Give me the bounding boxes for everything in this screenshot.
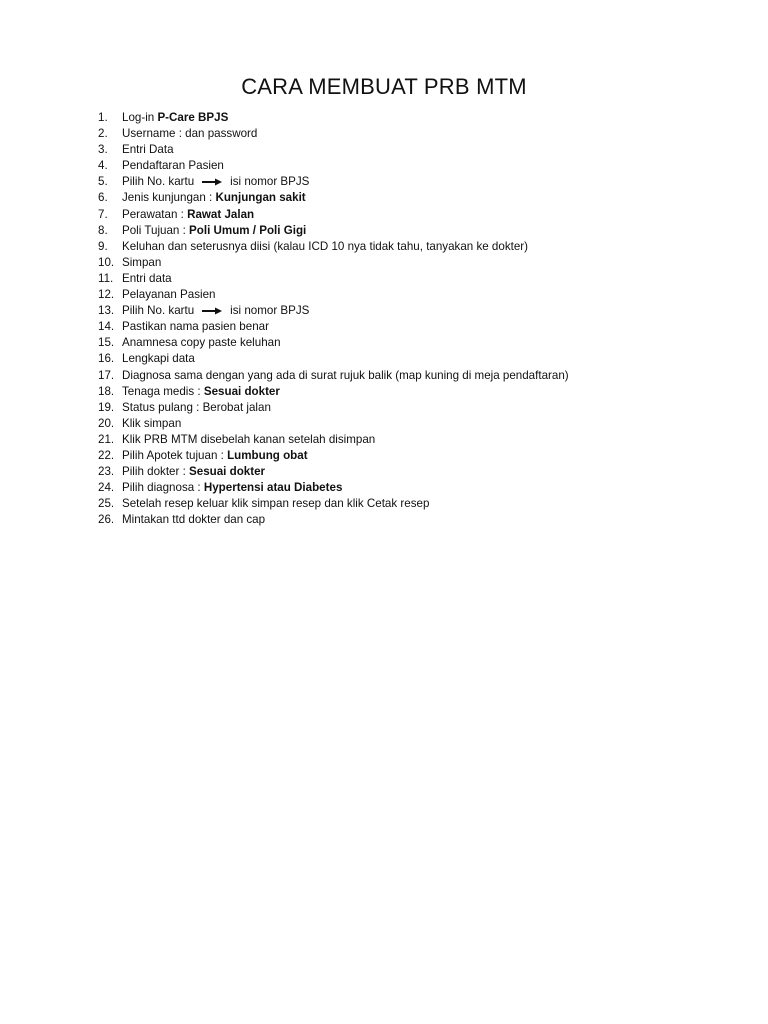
step-text: Anamnesa copy paste keluhan <box>122 336 281 350</box>
step-bold-text: Hypertensi atau Diabetes <box>203 481 343 495</box>
step-text: Diagnosa sama dengan yang ada di surat rujuk balik (map kuning di meja pendaftaran) <box>122 368 569 382</box>
list-item <box>98 416 569 432</box>
step-bold-text: Sesuai dokter <box>203 384 280 398</box>
step-number: 20. <box>98 416 115 430</box>
step-bold-text: Lumbung obat <box>227 448 308 462</box>
list-item <box>98 496 569 512</box>
step-text: Simpan <box>122 255 162 269</box>
step-text: Perawatan : <box>122 207 188 221</box>
list-item <box>98 480 569 496</box>
step-number: 7. <box>98 207 108 221</box>
step-number: 9. <box>98 239 108 253</box>
step-text: Status pulang : Berobat jalan <box>122 400 271 414</box>
step-number: 8. <box>98 223 108 237</box>
list-item <box>98 239 569 255</box>
list-item <box>98 448 569 464</box>
step-bold-text: Sesuai dokter <box>189 465 266 479</box>
step-text: Jenis kunjungan : <box>122 191 216 205</box>
step-text: Pendaftaran Pasien <box>122 159 224 173</box>
step-text: Pilih No. kartu <box>122 175 195 189</box>
step-number: 21. <box>98 432 115 446</box>
step-number: 17. <box>98 368 115 382</box>
step-text-after-arrow: isi nomor BPJS <box>230 175 310 189</box>
step-text-after-arrow: isi nomor BPJS <box>230 304 310 318</box>
step-number: 13. <box>98 304 115 318</box>
step-bold-text: Poli Umum / Poli Gigi <box>189 223 307 237</box>
step-number: 12. <box>98 288 115 302</box>
right-arrow-icon <box>202 307 222 315</box>
list-item <box>98 174 569 190</box>
list-item <box>98 287 569 303</box>
step-number: 19. <box>98 400 115 414</box>
step-text: Pastikan nama pasien benar <box>122 320 269 334</box>
step-number: 25. <box>98 497 115 511</box>
step-bold-text: P-Care BPJS <box>157 111 229 124</box>
step-number: 3. <box>98 143 108 157</box>
step-number: 23. <box>98 465 115 479</box>
list-item <box>98 207 569 223</box>
step-text: Setelah resep keluar klik simpan resep dan klik Cetak resep <box>122 497 430 511</box>
step-number: 11. <box>98 271 114 285</box>
page-title: CARA MEMBUAT PRB MTM <box>241 74 527 99</box>
steps-list <box>98 110 569 528</box>
step-number: 24. <box>98 481 115 495</box>
step-text: Pilih Apotek tujuan : <box>122 448 228 462</box>
step-text: Klik PRB MTM disebelah kanan setelah disimpan <box>122 432 376 446</box>
list-item <box>98 271 569 287</box>
list-item <box>98 400 569 416</box>
list-item <box>98 512 569 528</box>
list-item <box>98 110 569 126</box>
step-number: 15. <box>98 336 115 350</box>
step-number: 18. <box>98 384 115 398</box>
step-number: 5. <box>98 175 108 189</box>
list-item <box>98 432 569 448</box>
step-text: Lengkapi data <box>122 352 195 366</box>
step-text: Klik simpan <box>122 416 182 430</box>
list-item <box>98 142 569 158</box>
step-bold-text: Kunjungan sakit <box>215 191 306 205</box>
list-item <box>98 319 569 335</box>
list-item <box>98 158 569 174</box>
step-number: 22. <box>98 448 115 462</box>
step-text: Poli Tujuan : <box>122 223 190 237</box>
step-text: Keluhan dan seterusnya diisi (kalau ICD 10 nya tidak tahu, tanyakan ke dokter) <box>122 239 529 253</box>
step-text: Mintakan ttd dokter dan cap <box>122 513 266 527</box>
step-text: Pilih diagnosa : <box>122 481 204 495</box>
step-number: 4. <box>98 159 108 173</box>
step-text: Log-in <box>122 111 158 124</box>
step-text: Username : dan password <box>122 127 258 141</box>
list-item <box>98 223 569 239</box>
step-bold-text: Rawat Jalan <box>187 207 255 221</box>
step-number: 6. <box>98 191 108 205</box>
step-text: Tenaga medis : <box>122 384 204 398</box>
list-item <box>98 303 569 319</box>
list-item <box>98 464 569 480</box>
right-arrow-icon <box>202 178 222 186</box>
list-item <box>98 190 569 206</box>
step-text: Entri data <box>122 271 172 285</box>
step-number: 26. <box>98 513 115 527</box>
list-item <box>98 335 569 351</box>
list-item <box>98 351 569 367</box>
step-number: 2. <box>98 127 108 141</box>
list-item <box>98 384 569 400</box>
step-text: Pelayanan Pasien <box>122 288 216 302</box>
step-number: 16. <box>98 352 115 366</box>
list-item <box>98 126 569 142</box>
step-text: Entri Data <box>122 143 174 157</box>
step-number: 14. <box>98 320 115 334</box>
step-text: Pilih dokter : <box>122 465 190 479</box>
step-text: Pilih No. kartu <box>122 304 195 318</box>
list-item <box>98 368 569 384</box>
step-number: 1. <box>98 111 108 124</box>
list-item <box>98 255 569 271</box>
step-number: 10. <box>98 255 115 269</box>
